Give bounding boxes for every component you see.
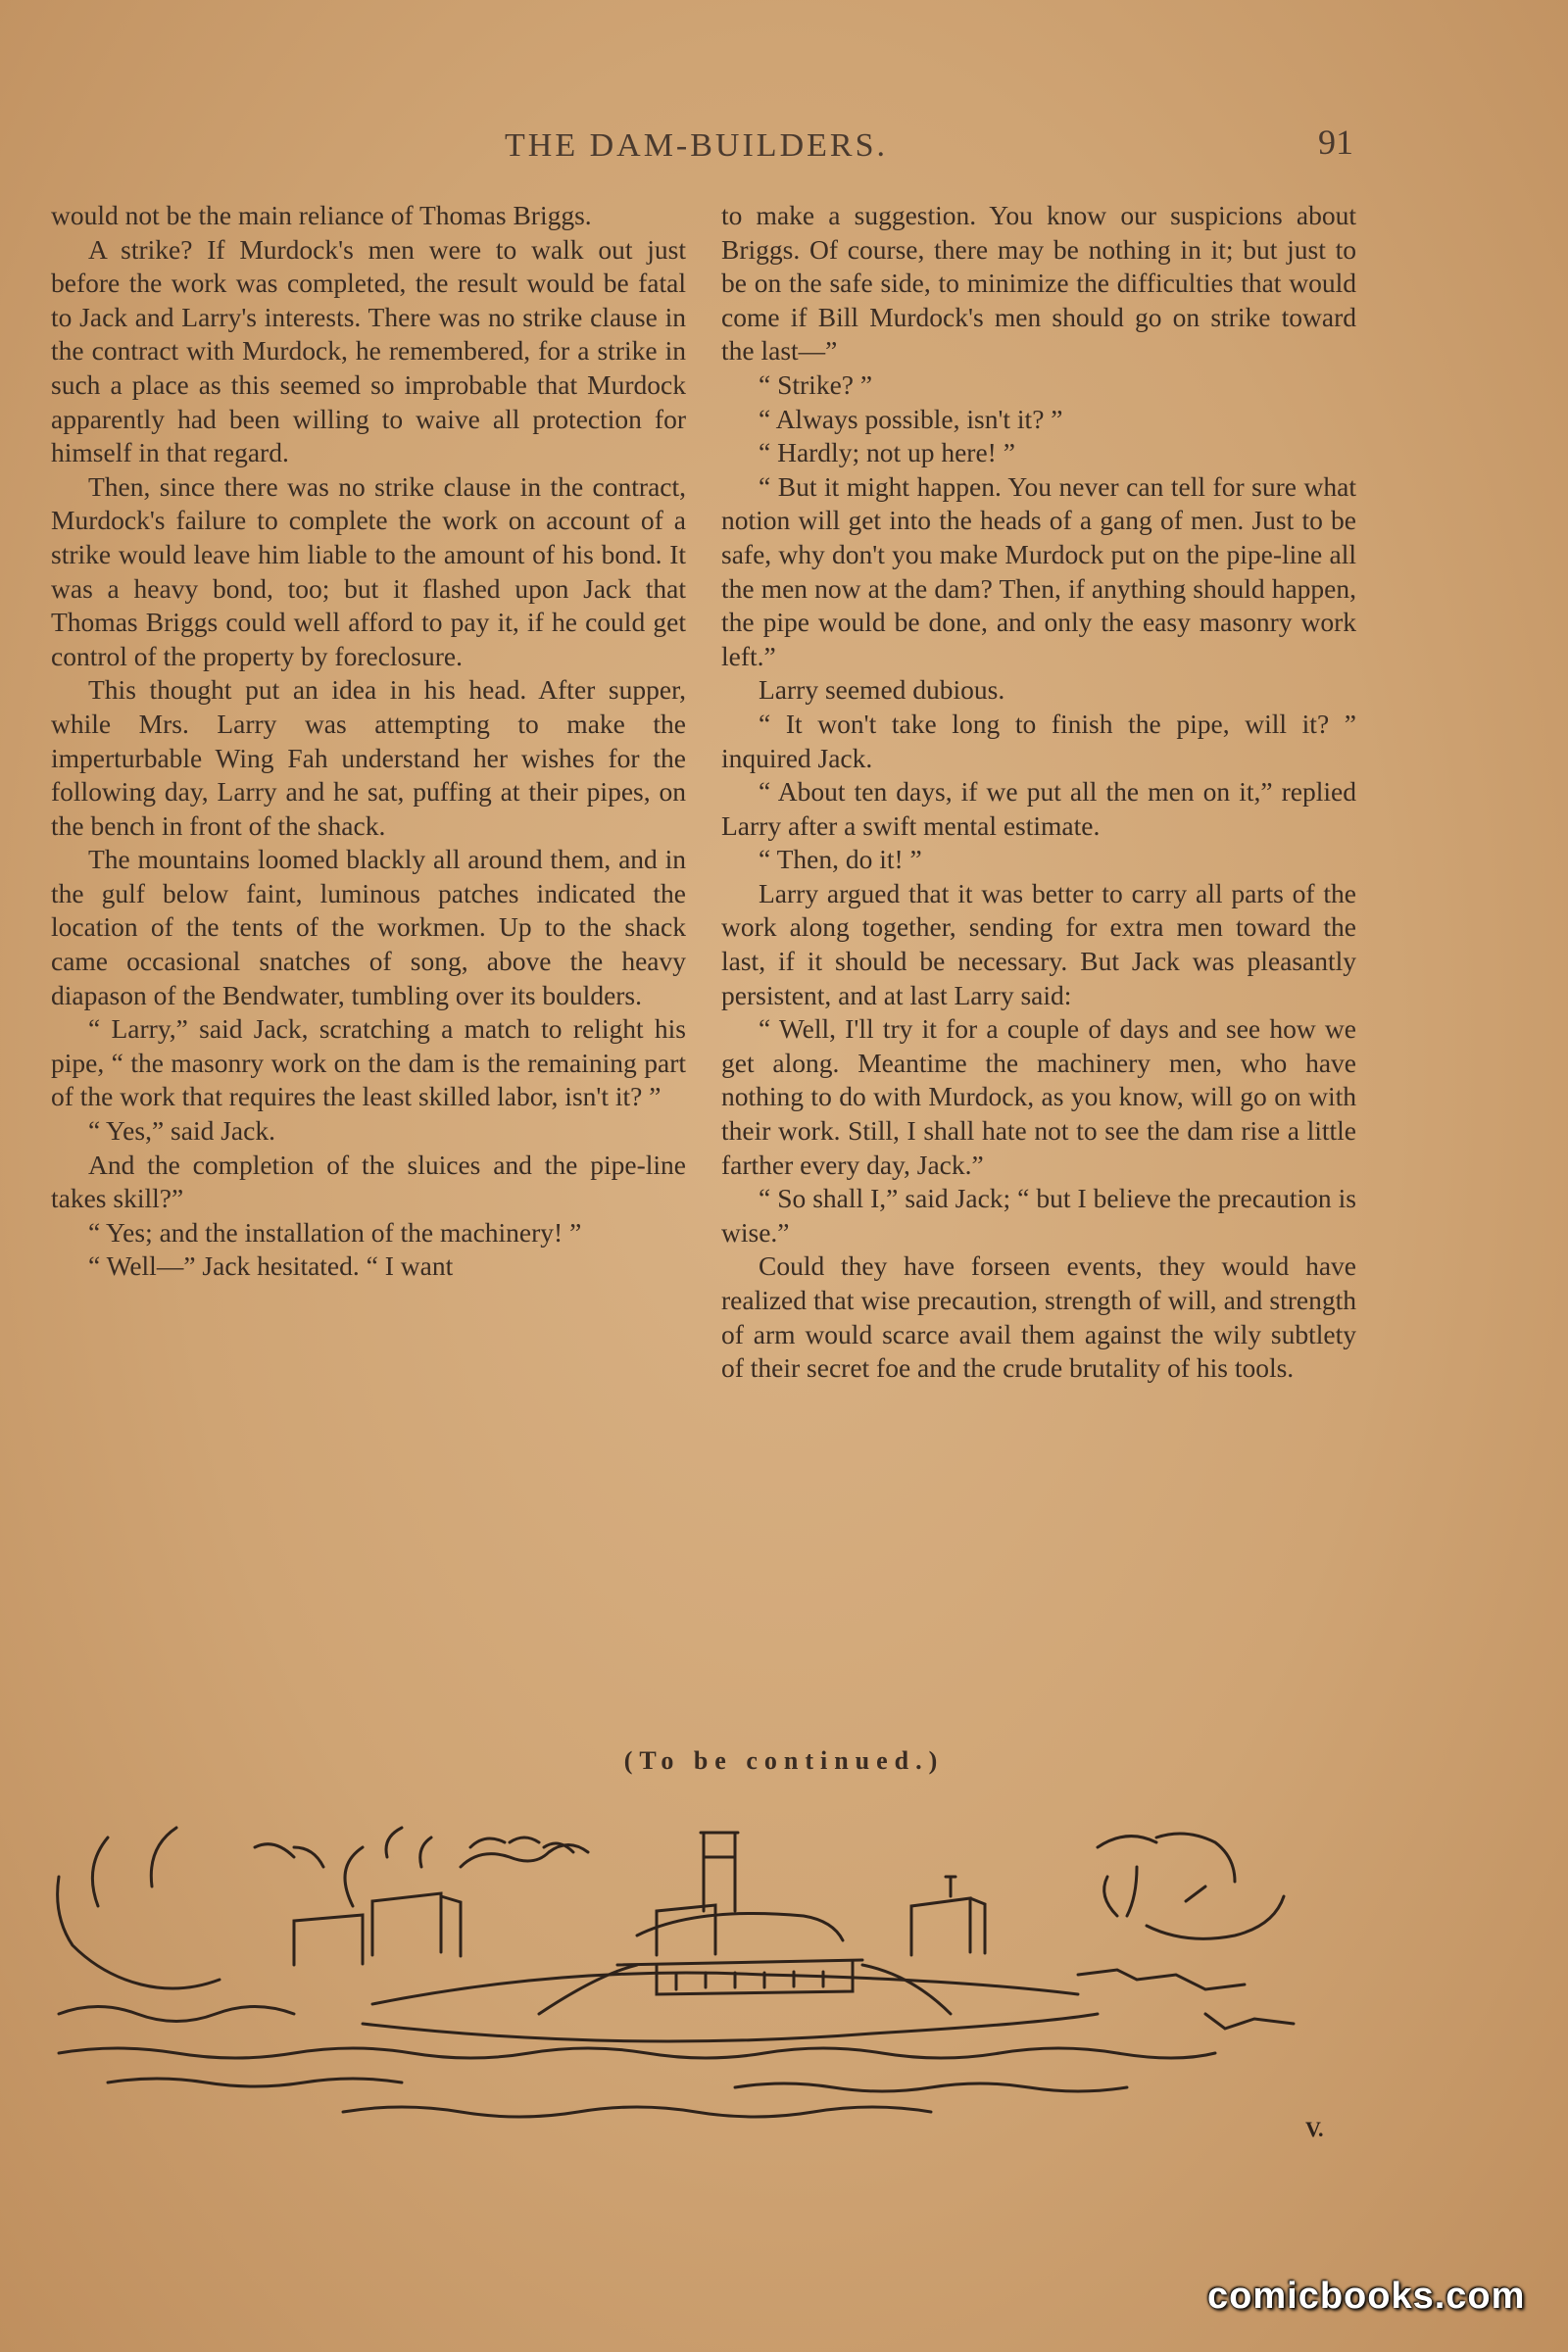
paragraph: Larry seemed dubious. — [759, 674, 1005, 706]
paragraph: And the completion of the sluices and the pipe-line takes skill?” — [51, 1149, 686, 1214]
running-title: THE DAM-BUILDERS. — [505, 127, 888, 164]
paragraph: “ Always possible, isn't it? ” — [759, 403, 1063, 434]
paragraph: A strike? If Murdock's men were to walk out just before the work was completed, the result would be fatal to Jack and Larry's interests. There was no strike clause in the contract with Murdock, he remembered, for a strike in such a place as this seemed so improbable that Murdock apparently had been willing to waive all protection for himself in that regard. — [51, 233, 686, 468]
right-column — [721, 199, 1356, 1386]
paragraph: would not be the main reliance of Thomas Briggs. — [51, 200, 592, 230]
running-head — [0, 118, 1568, 176]
site-watermark: comicbooks.com — [1207, 2276, 1526, 2317]
paragraph: “ But it might happen. You never can tell for sure what notion will get into the heads of a gang of men. Just to be safe, why don't you make Murdock put on the pipe-line all the men now at the dam? Then, if anything should happen, the pipe would be done, and only the easy masonry work left.” — [721, 470, 1356, 671]
paragraph: “ Yes,” said Jack. — [88, 1115, 275, 1147]
paragraph: “ About ten days, if we put all the men on it,” replied Larry after a swift mental estimate. — [721, 776, 1356, 841]
page-number: 91 — [1318, 122, 1353, 162]
paragraph: “ Well, I'll try it for a couple of days and see how we get along. Meantime the machinery men, who have nothing to do with Murdock, as you know, will go on with their work. Still, I shall hate not to see the dam rise a little farther every day, Jack.” — [721, 1013, 1356, 1180]
steamboat-illustration — [49, 1818, 1362, 2151]
to-be-continued: (To be continued.) — [623, 1746, 945, 1775]
paragraph: Then, since there was no strike clause in the contract, Murdock's failure to complete the work on account of a strike would leave him liable to the amount of his bond. It was a heavy bond, too; but it flashed upon Jack that Thomas Briggs could well afford to pay it, if he could get control of the property by foreclosure. — [51, 470, 686, 671]
paragraph: Could they have forseen events, they would have realized that wise precaution, strength of will, and strength of arm would scarce avail them against the wily subtlety of their secret foe and the crude brutality of his tools. — [721, 1250, 1356, 1384]
paragraph: The mountains loomed blackly all around them, and in the gulf below faint, luminous patches indicated the location of the tents of the workmen. Up to the shack came occasional snatches of song, above the heavy diapason of the Bendwater, tumbling over its boulders. — [51, 844, 686, 1010]
paragraph: “ So shall I,” said Jack; “ but I believe the precaution is wise.” — [721, 1183, 1356, 1248]
paragraph: This thought put an idea in his head. After supper, while Mrs. Larry was attempting to make the imperturbable Wing Fah understand her wishes for the following day, Larry and he sat, puffing at their pipes, on the bench in front of the shack. — [51, 674, 686, 841]
paragraph: Larry argued that it was better to carry all parts of the work along together, sending for extra men toward the last, if it should be necessary. But Jack was pleasantly persistent, and at last Larry said: — [721, 877, 1356, 1010]
paragraph: “ Well—” Jack hesitated. “ I want — [88, 1250, 454, 1282]
paragraph: “ It won't take long to finish the pipe, will it? ” inquired Jack. — [721, 708, 1356, 773]
paragraph: “ Yes; and the installation of the machinery! ” — [88, 1216, 582, 1248]
artist-signature: V. — [1305, 2117, 1324, 2141]
paragraph: “ Strike? ” — [759, 368, 873, 400]
paragraph: “ Larry,” said Jack, scratching a match to relight his pipe, “ the masonry work on the dam is the remaining part of the work that requires the least skilled labor, isn't it? ” — [51, 1013, 686, 1112]
paragraph: “ Hardly; not up here! ” — [759, 437, 1015, 468]
left-column — [51, 199, 686, 1284]
paragraph: to make a suggestion. You know our suspicions about Briggs. Of course, there may be nothing in it; but just to be on the safe side, to minimize the difficulties that would come if Bill Murdock's men should go on strike toward the last—” — [721, 200, 1356, 367]
paragraph: “ Then, do it! ” — [759, 844, 922, 875]
